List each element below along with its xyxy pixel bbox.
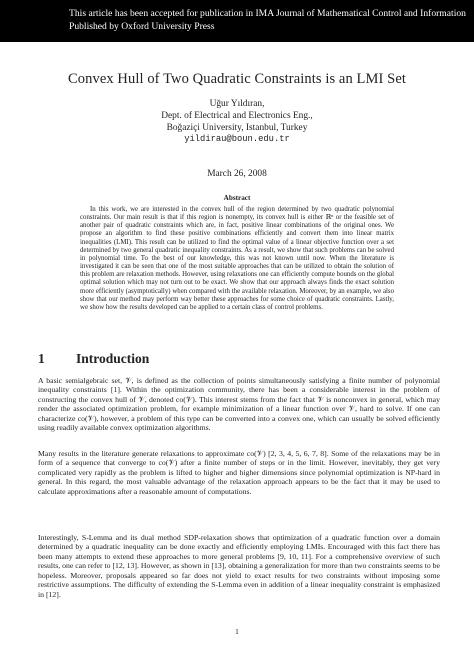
- author-department: Dept. of Electrical and Electronics Eng.,: [161, 110, 313, 121]
- body-paragraph: A basic semialgebraic set, 𝒱, is defined as the collection of points simultaneously satisfying a finite number of polynomial inequality constraints [1]. Within the optimization community, there has been a considerable interest in the problem of constructing the convex hull of 𝒱, denoted co(𝒱). This interest stems from the fact that 𝒱 is nonconvex in general, which may render the associated optimization problem, for example minimization of a linear function over 𝒱, hard to solve. If one can characterize co(𝒱), however, a problem of this type can be converted into a convex one, which can usually be solved efficiently using readily available convex optimization algorithms.: [38, 376, 440, 433]
- paper-title: Convex Hull of Two Quadratic Constraints is an LMI Set: [68, 71, 406, 87]
- section-heading: [38, 351, 149, 367]
- body-paragraph: Interestingly, S-Lemma and its dual method SDP-relaxation shows that optimization of a quadratic function over a domain determined by a quadratic inequality can be done exactly and efficiently employing LMIs. Encouraged with this fact there has been many attempts to extend these approaches to more general problems [9, 10, 11]. For a comprehensive overview of such results, one can refer to [12, 13]. However, as shown in [13], obtaining a generalization for more than two constraints seems to be hopeless. Moreover, proposals appeared so far does not yield to exact results for two constraints without imposing some restrictive assumptions. The difficulty of extending the S-Lemma even in addition of a linear inequality constraint is emphasized in [12].: [38, 533, 440, 599]
- section-number: 1: [38, 351, 45, 366]
- body-paragraph: Many results in the literature generate relaxations to approximate co(𝒱) [2, 3, 4, 5, 6, 7, 8]. Some of the relaxations may be in form of a sequence that converge to co(𝒱) after a finite number of steps or in the limit. However, inevitably, they get very complicated very rapidly as the problem is lifted to higher and higher dimensions since polynomial optimization is NP-hard in general. In this regard, the most valuable advantage of the relaxation approach appears to be the fact that it may be used to calculate approximations after a reasonable amount of computations.: [38, 449, 440, 496]
- author-university: Boğaziçi University, Istanbul, Turkey: [166, 122, 308, 133]
- banner-line-2: Published by Oxford University Press: [69, 21, 215, 32]
- section-title: Introduction: [76, 351, 150, 366]
- author-block: [0, 99, 474, 146]
- author-name: Uğur Yıldıran,: [209, 99, 265, 109]
- paper-date: March 26, 2008: [207, 169, 267, 179]
- abstract-text: In this work, we are interested in the convex hull of the region determined by two quadratic polynomial constraints. Our main result is that if this region is nonempty, its convex hull is either ℝⁿ or the feasible set of another pair of quadratic constraints which are, in fact, positive linear combinations of the original ones. We propose an algorithm to find these positive combinations efficiently and convert them into linear matrix inequalities (LMI). This result can be utilized to find the optimal value of a linear objective function over a set determined by two general quadratic inequality constraints. As a result, we show that such problems can be solved in polynomial time. To the best of our knowledge, this was not known until now. When the literature is investigated it can be seen that one of the most suitable approaches that can be utilized to obtain the solution of this problem are relaxation methods. However, using relaxations one can efficiently compute bounds on the global optimal solution which may not turn out to be exact. We show that our approach always finds the exact solution more efficiently (asymptotically) when compared with the available relaxation. Moreover, by an example, we also show that our method may perform way better these approaches for some choice of quadratic constraints. Lastly, we show how the results developed can be applied to a certain class of control problems.: [80, 206, 394, 311]
- publication-banner: [0, 0, 474, 42]
- author-email: yildirau@boun.edu.tr: [184, 134, 290, 145]
- banner-line-1: This article has been accepted for publication in IMA Journal of Mathematical Control and Information: [69, 8, 466, 19]
- page-number: 1: [235, 627, 239, 636]
- abstract-heading: Abstract: [223, 194, 251, 202]
